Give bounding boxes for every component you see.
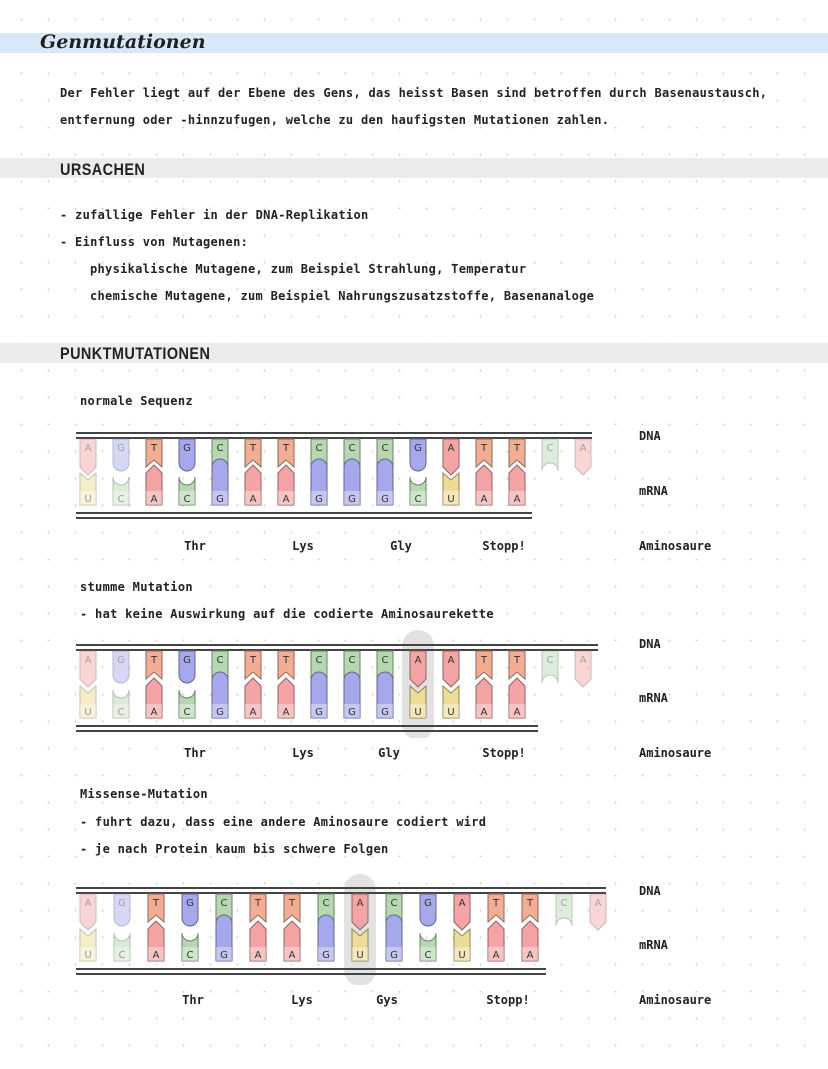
punkt-heading: PUNKTMUTATIONEN [60,344,211,363]
svg-text:C: C [414,494,422,505]
svg-text:G: G [381,707,389,718]
amino-acid: Lys [291,993,313,1007]
svg-text:T: T [282,655,290,666]
dna-base [476,439,492,467]
dna-label: DNA [639,884,661,898]
dna-base [182,894,198,926]
dna-base [80,894,96,930]
svg-text:A: A [480,494,488,505]
svg-text:G: G [348,494,356,505]
mrna-base [509,678,525,718]
dna-base [420,894,436,926]
mrna-base [146,465,162,505]
svg-text:C: C [390,898,398,909]
svg-text:A: A [150,494,158,505]
svg-text:A: A [414,655,422,666]
dna-label: DNA [639,429,661,443]
mrna-base [146,678,162,718]
ursachen-heading: URSACHEN [60,160,146,179]
svg-text:G: G [381,494,389,505]
mrna-base [410,477,426,505]
svg-text:C: C [118,950,126,961]
intro-line-2: entfernung oder -hinnzufugen, welche zu den haufigsten Mutationen zahlen. [60,113,610,127]
svg-text:C: C [381,655,389,666]
svg-text:G: G [186,898,194,909]
dna-base [278,439,294,467]
svg-text:G: G [117,655,125,666]
amino-acid: Lys [292,539,314,553]
mrna-base [80,929,96,961]
diagram-title: normale Sequenz [80,394,193,408]
amino-acid: Stopp! [482,746,526,760]
mrna-base [80,473,96,505]
mrna-base [443,473,459,505]
svg-text:C: C [348,443,356,454]
svg-text:G: G [390,950,398,961]
mrna-base [113,477,129,505]
svg-text:U: U [84,950,92,961]
ursachen-item: - zufallige Fehler in der DNA-Replikation [60,208,369,222]
dna-diagram [0,425,828,525]
amino-acid: Thr [182,993,204,1007]
page-title: Genmutationen [40,31,206,53]
aminosaure-label: Aminosaure [639,539,712,553]
svg-text:A: A [84,443,92,454]
svg-text:A: A [480,707,488,718]
svg-text:C: C [348,655,356,666]
svg-text:C: C [424,950,432,961]
svg-text:C: C [186,950,194,961]
intro-line-1: Der Fehler liegt auf der Ebene des Gens, das heisst Basen sind betroffen durch Basenaustausch, [60,86,768,100]
dna-base [476,651,492,679]
diagram-bullet: - je nach Protein kaum bis schwere Folgen [80,842,389,856]
amino-acid: Gly [390,539,412,553]
aminosaure-label: Aminosaure [639,746,712,760]
mrna-label: mRNA [639,691,668,705]
svg-text:U: U [414,707,422,718]
svg-text:C: C [315,655,323,666]
svg-text:A: A [282,707,290,718]
svg-text:A: A [513,707,521,718]
svg-text:A: A [458,898,466,909]
dna-base [542,439,558,471]
mrna-base [216,915,232,961]
svg-text:C: C [117,494,125,505]
svg-text:G: G [118,898,126,909]
svg-text:C: C [216,443,224,454]
dna-base [410,651,426,687]
mrna-base [509,465,525,505]
svg-text:T: T [249,443,257,454]
mrna-base [476,678,492,718]
svg-text:A: A [288,950,296,961]
mrna-base [386,915,402,961]
svg-text:C: C [381,443,389,454]
mrna-base [245,465,261,505]
svg-text:A: A [447,443,455,454]
dna-base [443,651,459,687]
dna-base [114,894,130,926]
svg-text:T: T [288,898,296,909]
svg-text:G: G [414,443,422,454]
dna-base [454,894,470,930]
dna-base [80,439,96,475]
dna-base [522,894,538,922]
svg-text:T: T [480,443,488,454]
mrna-base [311,672,327,718]
mrna-base [179,477,195,505]
mrna-label: mRNA [639,938,668,952]
svg-text:G: G [216,707,224,718]
svg-text:A: A [526,950,534,961]
svg-text:A: A [150,707,158,718]
mrna-base [377,459,393,505]
ursachen-item: - Einfluss von Mutagenen: [60,235,249,249]
amino-acid: Stopp! [486,993,530,1007]
diagram-title: stumme Mutation [80,580,193,594]
dna-base [278,651,294,679]
svg-text:C: C [216,655,224,666]
mrna-base [278,678,294,718]
dna-base [488,894,504,922]
svg-text:U: U [84,494,92,505]
mrna-base [454,929,470,961]
svg-text:U: U [84,707,92,718]
svg-text:C: C [560,898,568,909]
svg-text:T: T [249,655,257,666]
diagram-bullet: - hat keine Auswirkung auf die codierte Aminosaurekette [80,607,494,621]
svg-text:T: T [152,898,160,909]
mrna-base [420,933,436,961]
dna-base [410,439,426,471]
svg-text:A: A [249,707,257,718]
dna-label: DNA [639,637,661,651]
svg-text:U: U [447,707,455,718]
amino-acid: Gys [376,993,398,1007]
svg-text:C: C [315,443,323,454]
svg-text:A: A [513,494,521,505]
mrna-base [245,678,261,718]
dna-base [542,651,558,683]
svg-text:G: G [315,494,323,505]
svg-text:A: A [447,655,455,666]
dna-base [352,894,368,930]
svg-text:G: G [183,655,191,666]
amino-acid: Stopp! [482,539,526,553]
mrna-base [179,690,195,718]
mrna-base [80,686,96,718]
mrna-base [488,921,504,961]
diagram-title: Missense-Mutation [80,787,208,801]
svg-text:T: T [526,898,534,909]
dna-base [146,439,162,467]
mrna-base [311,459,327,505]
mrna-base [344,459,360,505]
svg-text:A: A [579,443,587,454]
mrna-base [250,921,266,961]
svg-text:C: C [322,898,330,909]
svg-text:U: U [356,950,364,961]
svg-text:T: T [513,443,521,454]
amino-acid: Thr [184,746,206,760]
mrna-base [476,465,492,505]
svg-text:A: A [594,898,602,909]
svg-text:T: T [150,443,158,454]
ursachen-item: physikalische Mutagene, zum Beispiel Strahlung, Temperatur [90,262,527,276]
mrna-base [212,459,228,505]
svg-text:G: G [117,443,125,454]
dna-base [509,439,525,467]
svg-text:T: T [254,898,262,909]
svg-text:C: C [546,655,554,666]
mrna-label: mRNA [639,484,668,498]
svg-text:U: U [458,950,466,961]
amino-acid: Thr [184,539,206,553]
svg-text:T: T [282,443,290,454]
dna-diagram [0,628,828,738]
dna-base [509,651,525,679]
svg-text:C: C [117,707,125,718]
svg-text:G: G [220,950,228,961]
svg-text:C: C [220,898,228,909]
mrna-base [148,921,164,961]
mrna-base [278,465,294,505]
dna-base [575,439,591,475]
diagram-bullet: - fuhrt dazu, dass eine andere Aminosaure codiert wird [80,815,487,829]
dna-base [148,894,164,922]
ursachen-item: chemische Mutagene, zum Beispiel Nahrungszusatzstoffe, Basenanaloge [90,289,595,303]
svg-text:G: G [315,707,323,718]
svg-text:A: A [282,494,290,505]
dna-base [113,439,129,471]
svg-text:U: U [447,494,455,505]
dna-base [556,894,572,926]
mrna-base [344,672,360,718]
svg-text:A: A [249,494,257,505]
dna-base [113,651,129,683]
svg-text:C: C [546,443,554,454]
svg-text:G: G [322,950,330,961]
mrna-base [522,921,538,961]
svg-text:G: G [183,443,191,454]
svg-text:T: T [480,655,488,666]
svg-text:A: A [254,950,262,961]
svg-text:C: C [183,707,191,718]
mrna-base [377,672,393,718]
dna-base [80,651,96,687]
svg-text:A: A [356,898,364,909]
dna-base [179,651,195,683]
dna-base [179,439,195,471]
mrna-base [318,915,334,961]
svg-text:G: G [348,707,356,718]
mrna-base [212,672,228,718]
svg-text:T: T [150,655,158,666]
dna-base [575,651,591,687]
svg-text:A: A [579,655,587,666]
mrna-base [284,921,300,961]
svg-text:T: T [492,898,500,909]
amino-acid: Lys [292,746,314,760]
dna-diagram [0,870,828,985]
amino-acid: Gly [378,746,400,760]
dna-base [146,651,162,679]
mrna-base [113,690,129,718]
svg-text:A: A [152,950,160,961]
dna-base [250,894,266,922]
svg-text:A: A [84,898,92,909]
svg-text:A: A [492,950,500,961]
mrna-base [443,686,459,718]
svg-text:G: G [216,494,224,505]
svg-text:G: G [424,898,432,909]
mrna-base [182,933,198,961]
dna-base [443,439,459,475]
dna-base [590,894,606,930]
aminosaure-label: Aminosaure [639,993,712,1007]
dna-base [245,439,261,467]
dna-base [284,894,300,922]
svg-text:C: C [183,494,191,505]
dna-base [245,651,261,679]
svg-text:A: A [84,655,92,666]
mrna-base [114,933,130,961]
svg-text:T: T [513,655,521,666]
